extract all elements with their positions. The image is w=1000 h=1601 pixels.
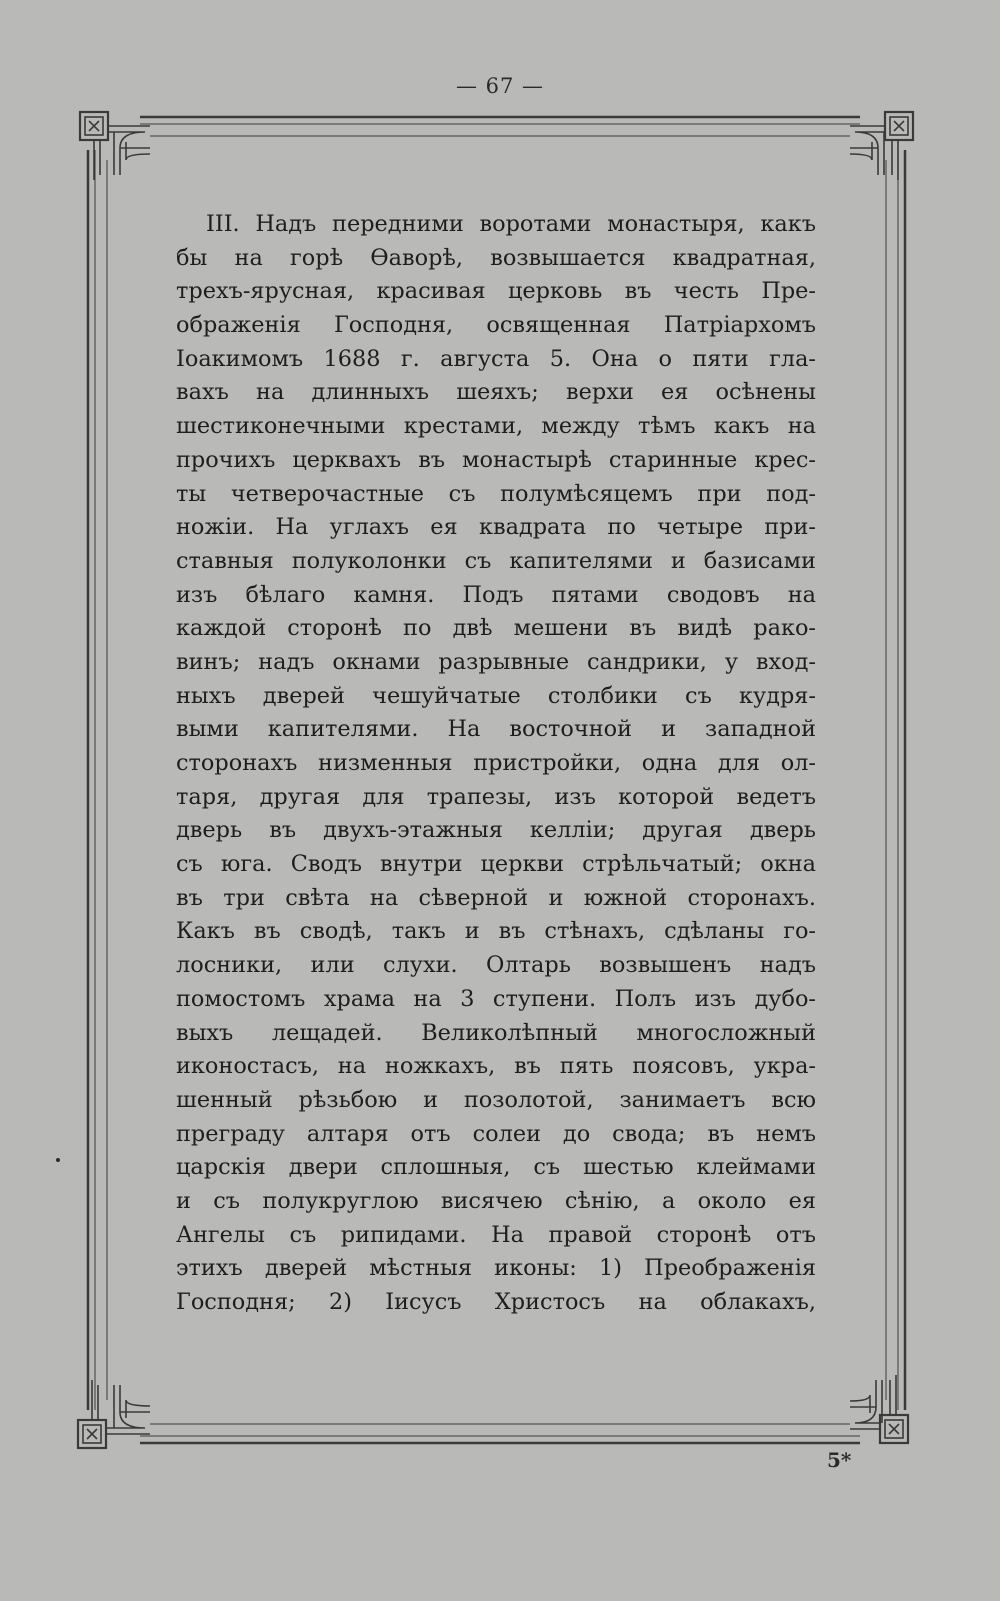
text-line: сторонахъ низменныя пристройки, одна для ол- xyxy=(176,750,816,776)
text-line: вахъ на длинныхъ шеяхъ; верхи ея осѣнены xyxy=(176,379,816,406)
corner-ornament-top-left xyxy=(80,112,150,180)
page-number: — 67 — xyxy=(455,74,545,98)
text-line: преграду алтаря отъ солеи до свода; въ немъ xyxy=(176,1120,816,1147)
text-line: Іоакимомъ 1688 г. августа 5. Она о пяти гла- xyxy=(176,345,816,372)
text-line: въ три свѣта на сѣверной и южной сторонахъ. xyxy=(176,884,816,911)
text-line: ображенія Господня, освященная Патріархомъ xyxy=(176,312,816,339)
text-line: ставныя полуколонки съ капителями и базисами xyxy=(176,547,816,574)
text-line: этихъ дверей мѣстныя иконы: 1) Преображенія xyxy=(176,1255,816,1282)
text-line: изъ бѣлаго камня. Подъ пятами сводовъ на xyxy=(176,581,816,608)
text-line: Господня; 2) Іисусъ Христосъ на облакахъ, xyxy=(176,1289,816,1315)
text-line: ножіи. На углахъ ея квадрата по четыре при- xyxy=(176,514,816,541)
text-line: съ юга. Сводъ внутри церкви стрѣльчатый; окна xyxy=(176,851,816,878)
text-line: царскія двери сплошныя, съ шестью клеймами xyxy=(176,1154,816,1181)
corner-ornament-bottom-right xyxy=(850,1375,908,1443)
text-line: III. Надъ передними воротами монастыря, какъ xyxy=(206,211,816,237)
text-line: иконостасъ, на ножкахъ, въ пять поясовъ, укра- xyxy=(176,1053,816,1080)
text-line: прочихъ церквахъ въ монастырѣ старинные крес- xyxy=(176,446,816,473)
corner-ornament-top-right xyxy=(850,112,913,180)
text-line: каждой сторонѣ по двѣ мешени въ видѣ рако- xyxy=(176,615,816,642)
ink-speck xyxy=(56,1158,60,1162)
text-line: и съ полукруглою висячею сѣнію, а около ея xyxy=(176,1187,816,1214)
text-line: ныхъ дверей чешуйчатые столбики съ кудря- xyxy=(176,682,816,709)
text-line: таря, другая для трапезы, изъ которой ведетъ xyxy=(176,783,816,810)
printer-signature-mark: 5* xyxy=(827,1448,852,1472)
text-line: шенный рѣзьбою и позолотой, занимаетъ всю xyxy=(176,1086,816,1113)
text-line: выми капителями. На восточной и западной xyxy=(176,716,816,743)
text-line: дверь въ двухъ-этажныя келліи; другая дверь xyxy=(176,817,816,844)
text-line: трехъ-ярусная, красивая церковь въ честь Пре- xyxy=(176,278,816,305)
text-line: Какъ въ сводѣ, такъ и въ стѣнахъ, сдѣланы го- xyxy=(176,918,816,945)
text-line: шестиконечными крестами, между тѣмъ какъ на xyxy=(176,413,816,440)
text-line: ты четверочастные съ полумѣсяцемъ при под- xyxy=(176,480,816,507)
text-line: помостомъ храма на 3 ступени. Полъ изъ дубо- xyxy=(176,985,816,1012)
body-text xyxy=(176,208,816,1320)
text-line: лосники, или слухи. Олтарь возвышенъ надъ xyxy=(176,952,816,979)
text-line: Ангелы съ рипидами. На правой сторонѣ отъ xyxy=(176,1221,816,1248)
text-line: бы на горѣ Ѳаворѣ, возвышается квадратная, xyxy=(176,244,816,271)
text-line: винъ; надъ окнами разрывные сандрики, у вход- xyxy=(176,648,816,675)
text-line: выхъ лещадей. Великолѣпный многосложный xyxy=(176,1019,816,1046)
